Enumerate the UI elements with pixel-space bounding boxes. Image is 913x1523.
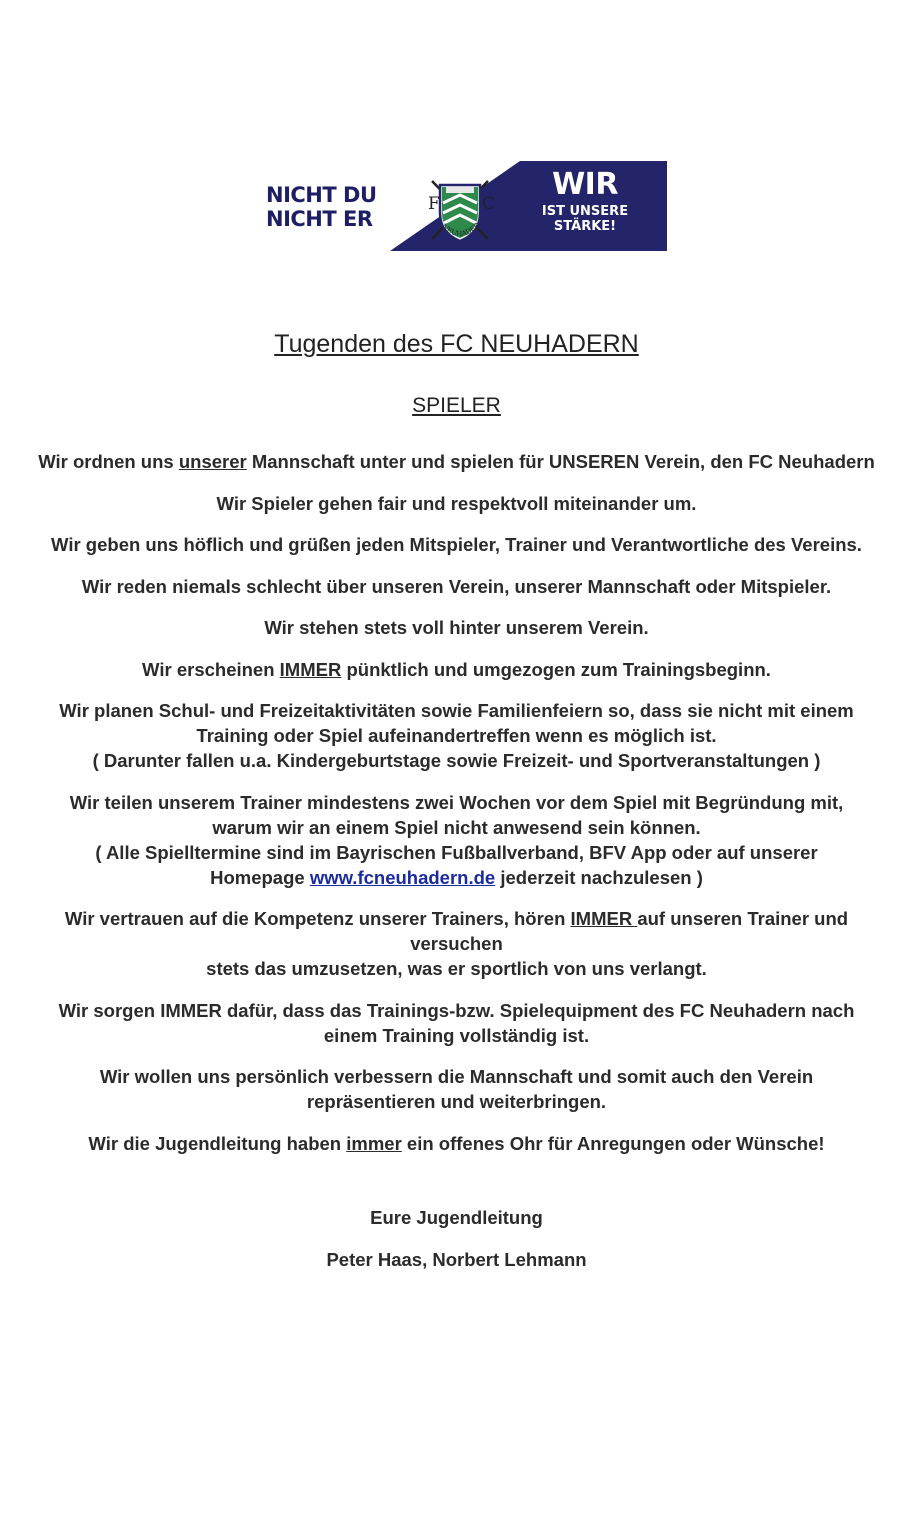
virtue-3: Wir geben uns höflich und grüßen jeden Mitspieler, Trainer und Verantwortliche des Vereins. <box>51 534 862 555</box>
banner <box>262 161 667 251</box>
logo-letter-f: F <box>428 194 440 214</box>
virtues-list <box>30 449 883 1172</box>
section-subtitle: SPIELER <box>412 394 501 417</box>
banner-slogan-right <box>520 204 650 234</box>
signature-greeting: Eure Jugendleitung <box>370 1207 543 1228</box>
banner-right-line2: STÄRKE! <box>553 219 617 234</box>
banner-left-line1: NICHT DU <box>266 183 377 207</box>
virtue-9: Wir vertrauen auf die Kompetenz unserer Trainers, hören IMMER auf unseren Trainer und versuchen stets das umzusetzen, was er sportlich von uns verlangt. <box>64 908 849 979</box>
page-title: Tugenden des FC NEUHADERN <box>274 330 639 358</box>
virtue-10: Wir sorgen IMMER dafür, dass das Trainings-bzw. Spielequipment des FC Neuhadern nach einem Training vollständig ist. <box>58 999 855 1046</box>
virtue-11: Wir wollen uns persönlich verbessern die Mannschaft und somit auch den Verein repräsentieren und weiterbringen. <box>99 1066 814 1112</box>
virtue-7: Wir planen Schul- und Freizeitaktivitäten sowie Familienfeiern so, dass sie nicht mit einem Training oder Spiel aufeinandertreffen wenn es möglich ist. ( Darunter fallen u.a. Kindergeburtstage sowie Freizeit- und Sportveranstaltungen ) <box>59 700 854 771</box>
virtue-2: Wir Spieler gehen fair und respektvoll miteinander um. <box>216 492 697 514</box>
logo-letter-c: C <box>482 194 496 214</box>
virtue-5: Wir stehen stets voll hinter unserem Verein. <box>264 617 649 638</box>
signature-names: Peter Haas, Norbert Lehmann <box>326 1249 587 1270</box>
banner-wir: WIR <box>552 167 618 202</box>
banner-left-line2: NICHT ER <box>266 207 373 231</box>
logo-arc-text: NEUHADER <box>440 221 482 239</box>
club-crest-icon <box>422 175 498 245</box>
virtue-1: Wir ordnen uns unserer Mannschaft unter und spielen für UNSEREN Verein, den FC Neuhadern <box>38 451 875 472</box>
banner-right-line1: IST UNSERE <box>541 204 629 219</box>
virtue-4: Wir reden niemals schlecht über unseren Verein, unserer Mannschaft oder Mitspieler. <box>81 575 832 597</box>
homepage-link[interactable]: www.fcneuhadern.de <box>309 866 496 888</box>
virtue-6: Wir erscheinen IMMER pünktlich und umgezogen zum Trainingsbeginn. <box>142 658 771 680</box>
virtue-8: Wir teilen unserem Trainer mindestens zwei Wochen vor dem Spiel mit Begründung mit, warum wir an einem Spiel nicht anwesend sein können. ( Alle Spielltermine sind im Bayrischen Fußballverband, BFV App oder auf unserer Homepage www.fcneuhadern.de jederzeit nachzulesen ) <box>69 791 844 888</box>
virtue-12: Wir die Jugendleitung haben immer ein offenes Ohr für Anregungen oder Wünsche! <box>88 1132 825 1154</box>
